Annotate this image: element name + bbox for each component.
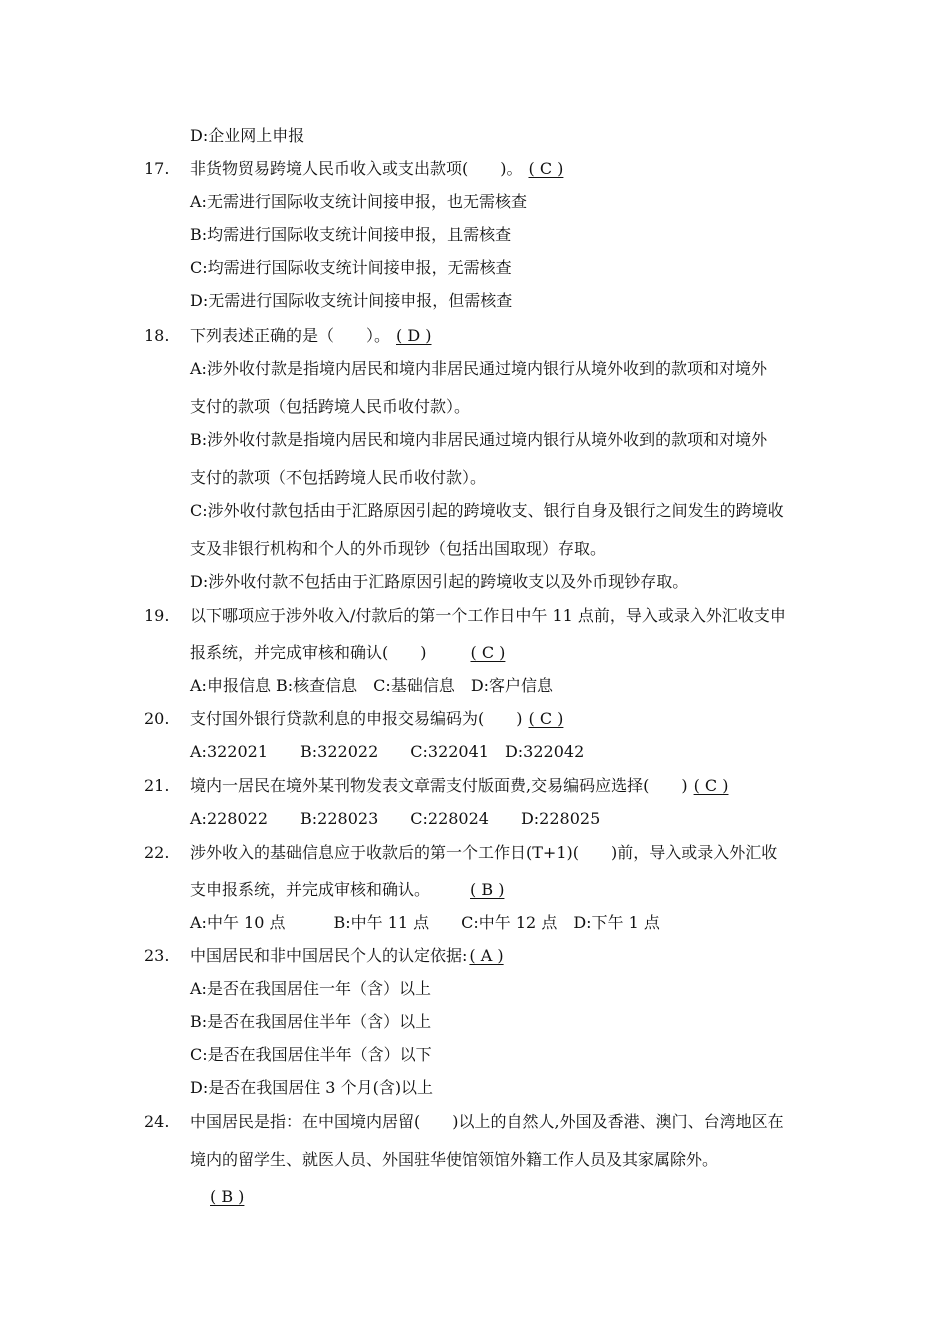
question-number: 17. — [144, 159, 170, 178]
question-number: 22. — [144, 843, 170, 862]
question-stem: 支申报系统，并完成审核和确认。 — [190, 880, 431, 899]
option-text: C:均需进行国际收支统计间接申报，无需核查 — [190, 258, 512, 277]
answer-blank: ( C ) — [528, 159, 564, 178]
question-text: 境内的留学生、就医人员、外国驻华使馆领馆外籍工作人员及其家属除外。 — [190, 1150, 719, 1169]
answer-blank: ( B ) — [470, 880, 505, 899]
question-stem: 下列表述正确的是（ ）。 — [190, 326, 391, 345]
question-text — [190, 708, 563, 730]
option-text: D:是否在我国居住 3 个月(含)以上 — [190, 1078, 434, 1097]
question-text — [190, 879, 504, 901]
question-text — [190, 945, 504, 967]
question-number: 23. — [144, 946, 170, 965]
option-text: A:是否在我国居住一年（含）以上 — [190, 979, 431, 998]
option-text: C:是否在我国居住半年（含）以下 — [190, 1045, 432, 1064]
question-number: 19. — [144, 606, 170, 625]
question-number: 24. — [144, 1112, 170, 1131]
answer-blank: ( B ) — [210, 1187, 245, 1206]
question-text: 涉外收入的基础信息应于收款后的第一个工作日(T+1)( )前，导入或录入外汇收 — [190, 843, 778, 862]
option-text: A:无需进行国际收支统计间接申报，也无需核查 — [190, 192, 527, 211]
option-text: 支及非银行机构和个人的外币现钞（包括出国取现）存取。 — [190, 539, 607, 558]
option-text: A:322021 B:322022 C:322041 D:322042 — [190, 742, 585, 761]
option-text: D:涉外收付款不包括由于汇路原因引起的跨境收支以及外币现钞存取。 — [190, 572, 689, 591]
question-number: 20. — [144, 709, 170, 728]
option-text: A:228022 B:228023 C:228024 D:228025 — [190, 809, 601, 828]
option-text: A:申报信息 B:核查信息 C:基础信息 D:客户信息 — [190, 676, 554, 695]
option-text: 支付的款项（包括跨境人民币收付款）。 — [190, 397, 471, 416]
question-text: 以下哪项应于涉外收入/付款后的第一个工作日中午 11 点前，导入或录入外汇收支申 — [190, 606, 786, 625]
question-text — [190, 158, 563, 180]
option-text: B:涉外收付款是指境内居民和境内非居民通过境内银行从境外收到的款项和对境外 — [190, 430, 768, 449]
answer-blank: ( C ) — [470, 643, 506, 662]
option-text: A:涉外收付款是指境内居民和境内非居民通过境内银行从境外收到的款项和对境外 — [190, 359, 767, 378]
question-text — [190, 775, 728, 797]
answer-blank: ( D ) — [396, 326, 432, 345]
question-stem: 报系统，并完成审核和确认( ) — [190, 643, 427, 662]
option-text: A:中午 10 点 B:中午 11 点 C:中午 12 点 D:下午 1 点 — [190, 913, 660, 932]
option-text: 支付的款项（不包括跨境人民币收付款）。 — [190, 468, 487, 487]
answer-blank: ( C ) — [528, 709, 564, 728]
option-text: D:企业网上申报 — [190, 126, 305, 145]
option-text: B:是否在我国居住半年（含）以上 — [190, 1012, 432, 1031]
question-stem: 中国居民和非中国居民个人的认定依据: — [190, 946, 468, 965]
question-text — [190, 325, 432, 347]
question-stem: 支付国外银行贷款利息的申报交易编码为( ) — [190, 709, 523, 728]
question-text: 中国居民是指：在中国境内居留( )以上的自然人,外国及香港、澳门、台湾地区在 — [190, 1112, 784, 1131]
question-number: 18. — [144, 326, 170, 345]
answer-blank: ( C ) — [693, 776, 729, 795]
option-text: B:均需进行国际收支统计间接申报，且需核查 — [190, 225, 512, 244]
question-stem: 境内一居民在境外某刊物发表文章需支付版面费,交易编码应选择( ) — [190, 776, 688, 795]
question-text — [190, 642, 505, 664]
option-text: C:涉外收付款包括由于汇路原因引起的跨境收支、银行自身及银行之间发生的跨境收 — [190, 501, 784, 520]
question-stem: 非货物贸易跨境人民币收入或支出款项( )。 — [190, 159, 523, 178]
question-number: 21. — [144, 776, 170, 795]
answer-blank: ( A ) — [469, 946, 504, 965]
option-text: D:无需进行国际收支统计间接申报，但需核查 — [190, 291, 513, 310]
